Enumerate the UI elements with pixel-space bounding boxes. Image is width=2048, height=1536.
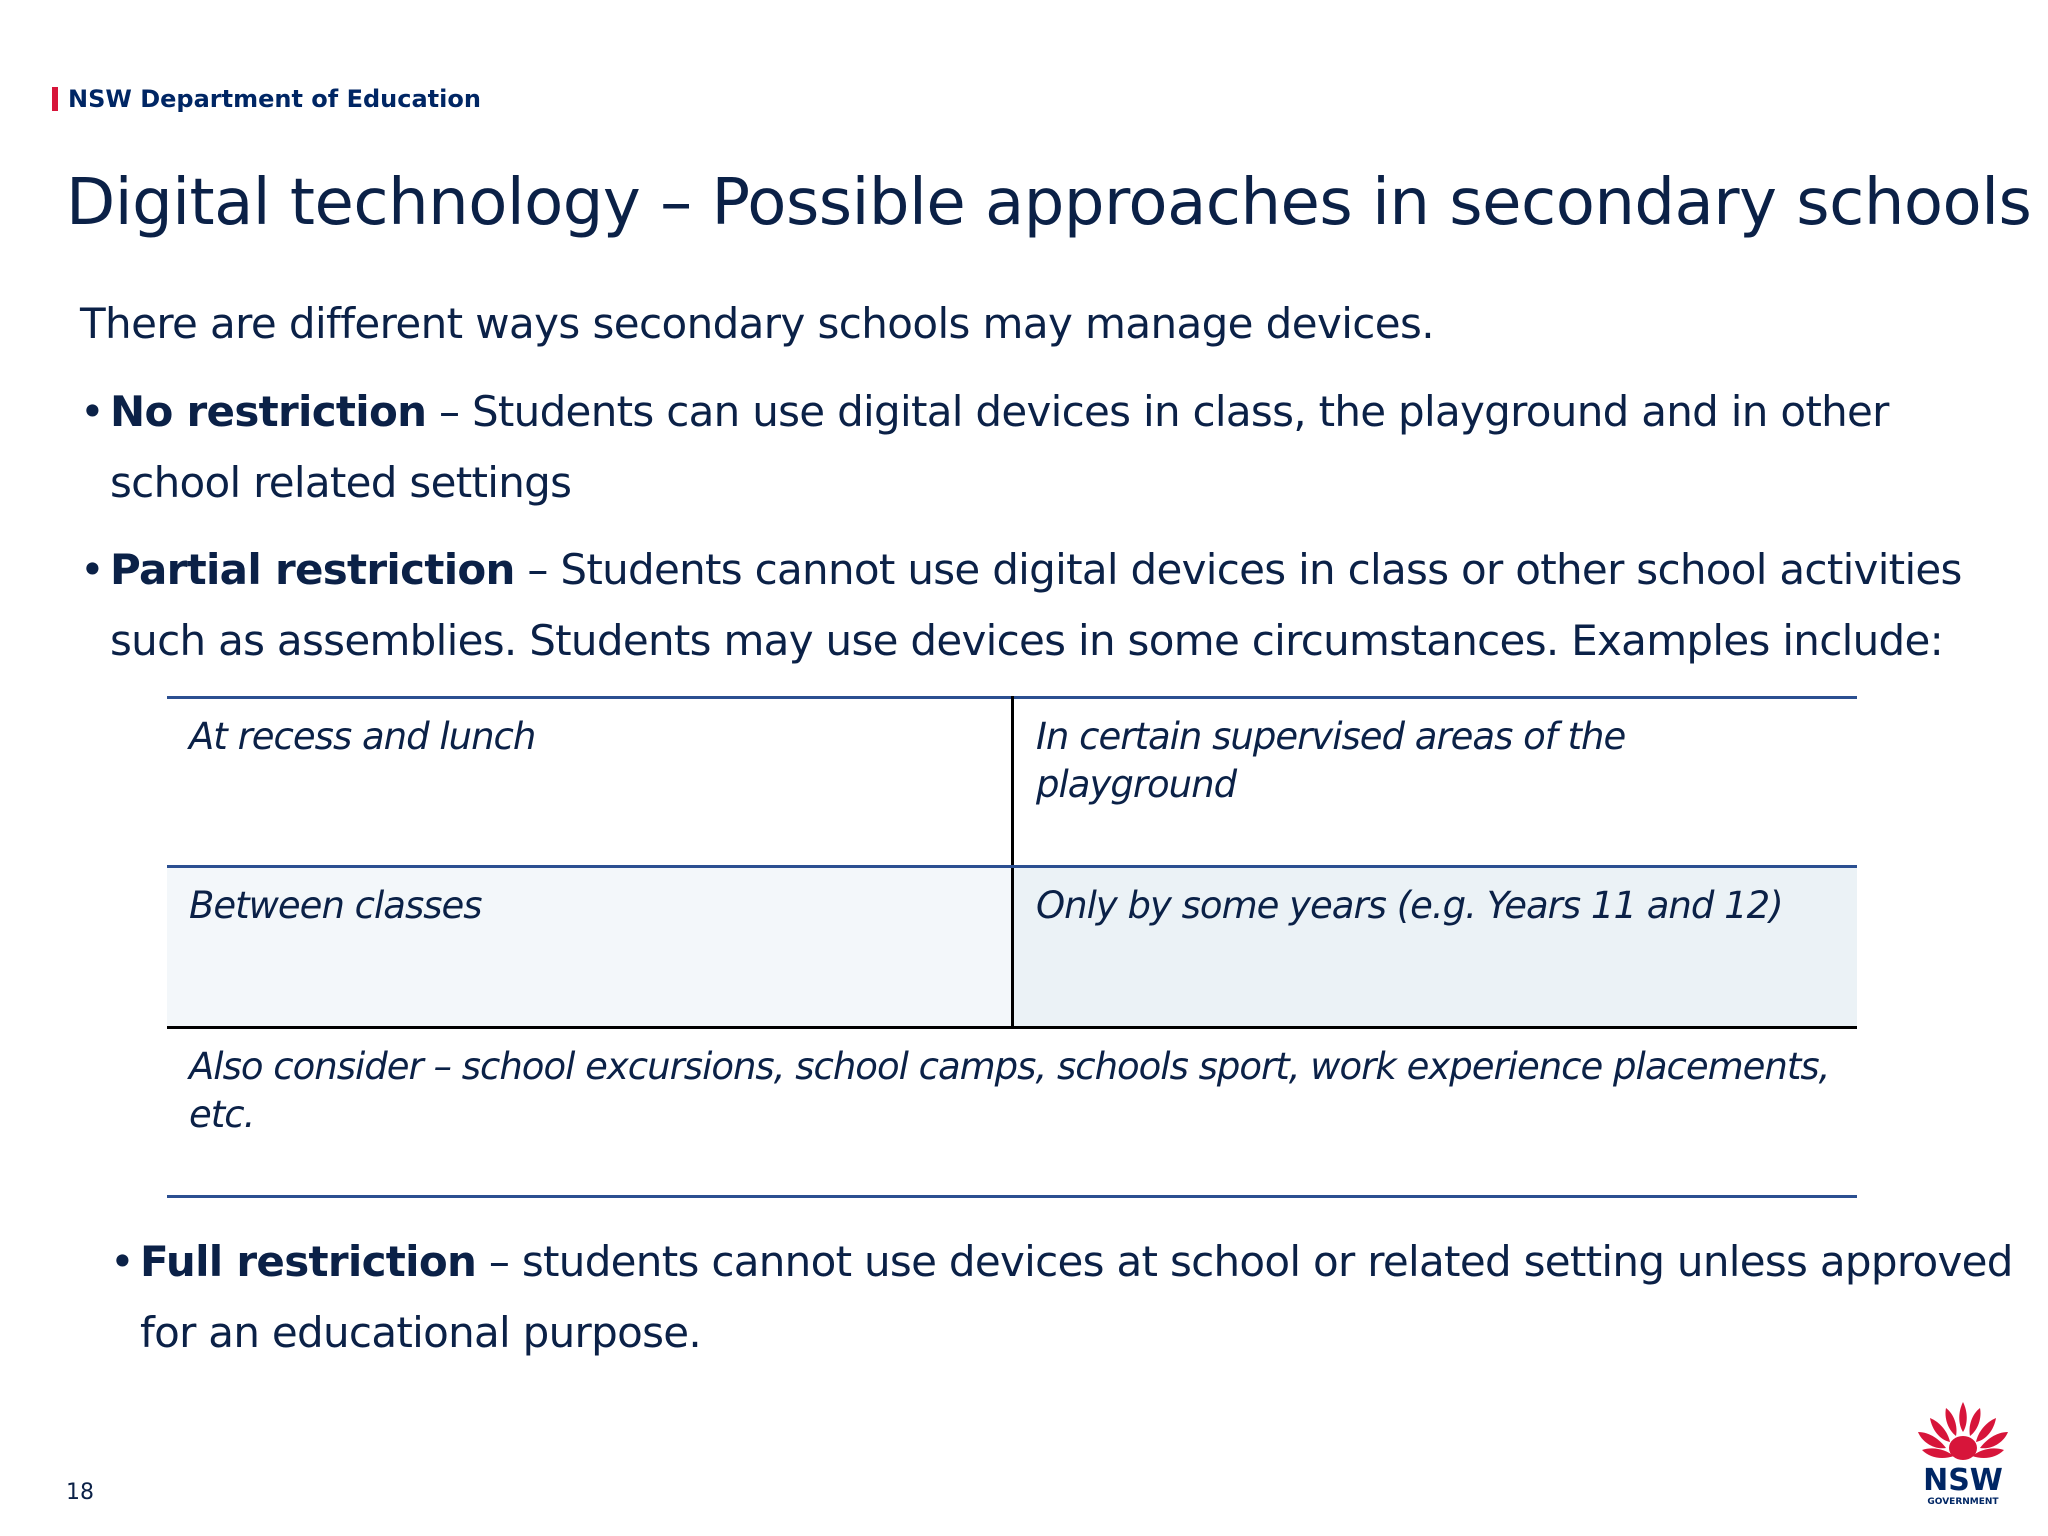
waratah-flower-icon — [1918, 1402, 2008, 1460]
table-row — [167, 698, 1857, 867]
table-cell: Between classes — [167, 867, 1013, 1028]
organisation-brand — [52, 86, 481, 112]
bullet-term: No restriction — [110, 387, 427, 436]
table-row — [167, 867, 1857, 1028]
bullet-no-restriction — [80, 376, 1990, 518]
table-cell: In certain supervised areas of the playground — [1013, 698, 1858, 867]
brand-accent-bar — [52, 87, 58, 111]
bullet-partial-restriction — [80, 534, 1990, 676]
bullet-term: Partial restriction — [110, 545, 515, 594]
bullet-dot: • — [80, 545, 105, 594]
bullet-text: – students cannot use devices at school or related setting unless approved for an educational purpose. — [140, 1237, 2013, 1357]
bullet-dot: • — [80, 387, 105, 436]
nsw-government-logo — [1908, 1398, 2018, 1508]
bullet-text: – Students can use digital devices in class, the playground and in other school related settings — [110, 387, 1889, 507]
bullet-full-restriction — [110, 1226, 2040, 1368]
table-cell: Only by some years (e.g. Years 11 and 12) — [1013, 867, 1858, 1028]
slide-title: Digital technology – Possible approaches in secondary schools — [66, 166, 2032, 240]
bullet-term: Full restriction — [140, 1237, 477, 1286]
logo-wordmark: NSW — [1923, 1463, 2003, 1498]
bullet-text: – Students cannot use digital devices in class or other school activities such as assemblies. Students may use devices in some circumstances. Examples include: — [110, 545, 1962, 665]
bullet-dot: • — [110, 1237, 135, 1286]
intro-text: There are different ways secondary schools may manage devices. — [80, 299, 1435, 348]
page-number: 18 — [66, 1480, 94, 1505]
table-footer-row — [167, 1028, 1857, 1197]
logo-subtext: GOVERNMENT — [1927, 1497, 1999, 1507]
table-cell: At recess and lunch — [167, 698, 1013, 867]
table-footer-cell: Also consider – school excursions, school camps, schools sport, work experience placements, etc. — [167, 1028, 1857, 1197]
organisation-name: NSW Department of Education — [68, 85, 481, 113]
examples-table — [167, 696, 1857, 1198]
